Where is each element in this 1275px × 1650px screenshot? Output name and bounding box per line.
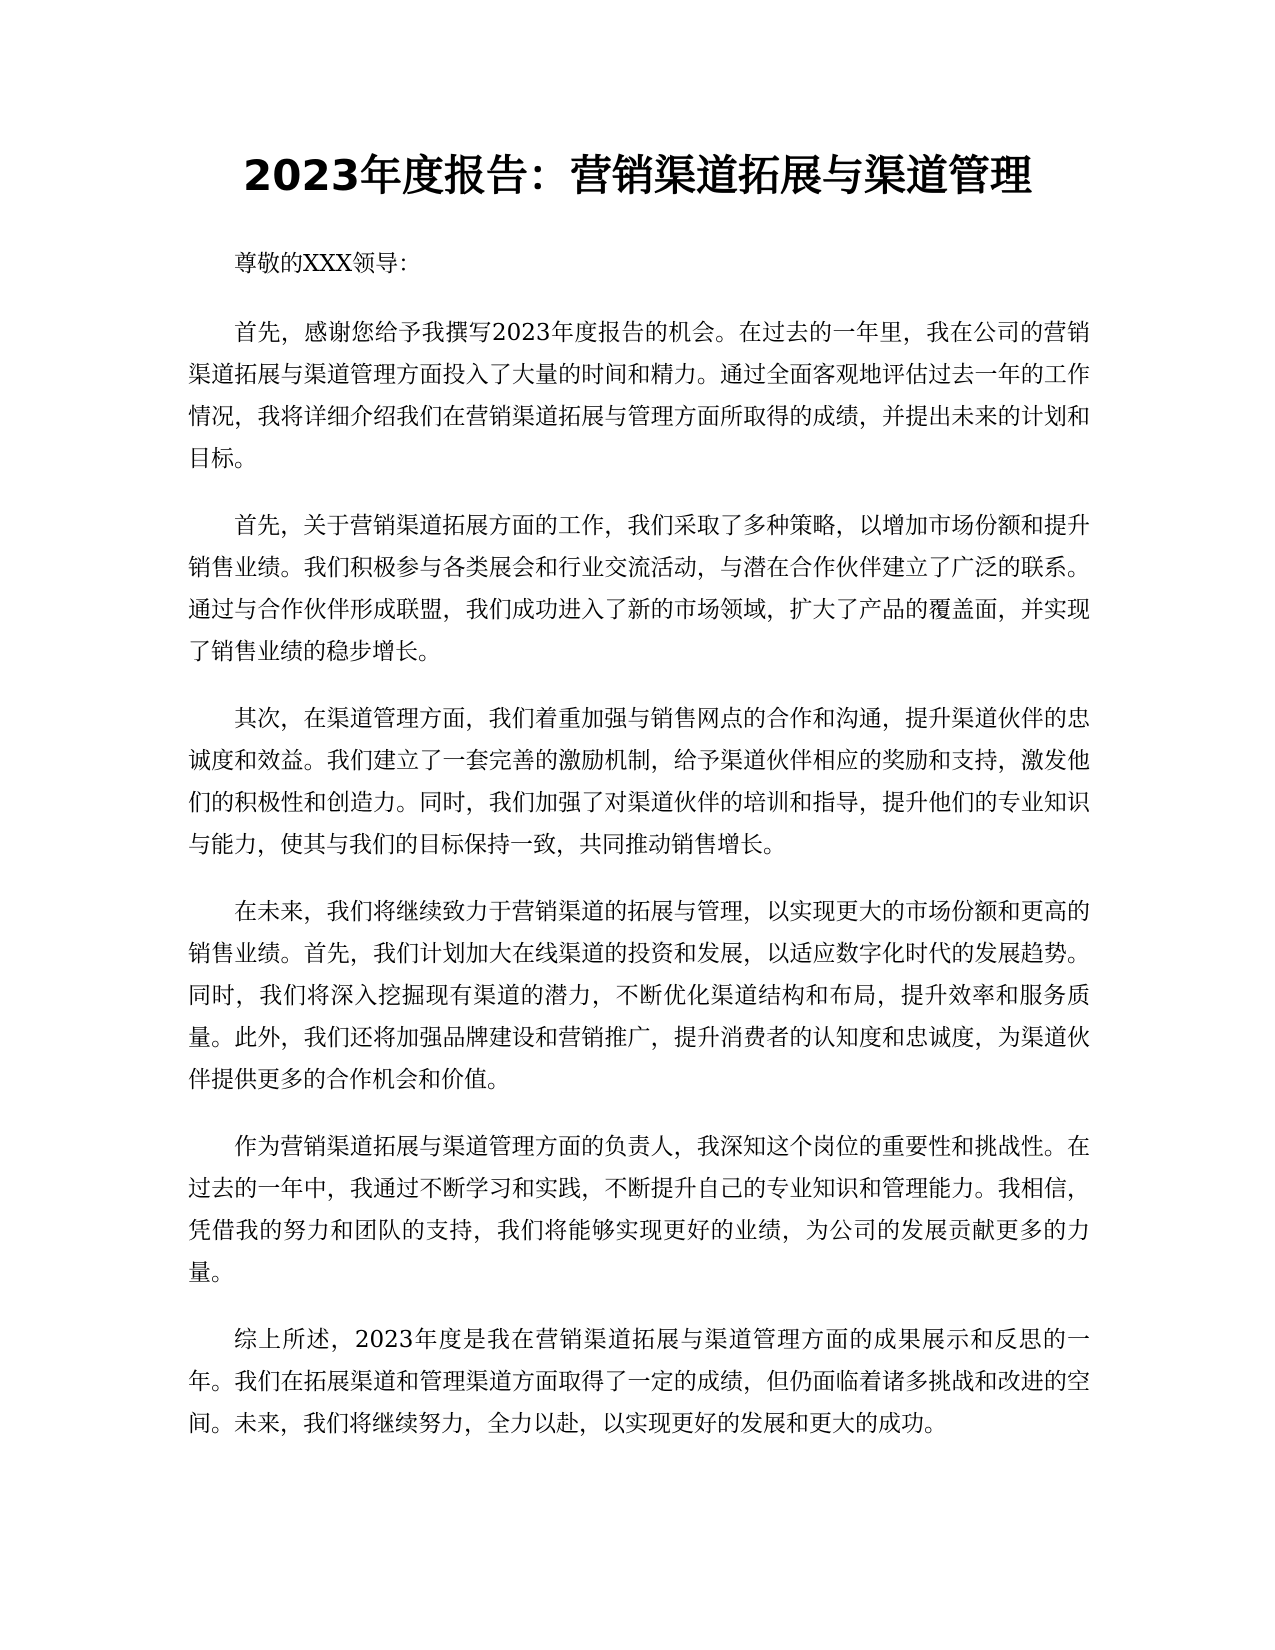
document-body: [188, 243, 1090, 1470]
salutation: 尊敬的XXX领导：: [234, 251, 422, 277]
paragraph-future-plans: 在未来，我们将继续致力于营销渠道的拓展与管理，以实现更大的市场份额和更高的销售业绩。首先，我们计划加大在线渠道的投资和发展，以适应数字化时代的发展趋势。同时，我们将深入挖掘现有渠道的潜力，不断优化渠道结构和布局，提升效率和服务质量。此外，我们还将加强品牌建设和营销推广，提升消费者的认知度和忠诚度，为渠道伙伴提供更多的合作机会和价值。: [188, 899, 1090, 1093]
paragraph-intro: 首先，感谢您给予我撰写2023年度报告的机会。在过去的一年里，我在公司的营销渠道拓展与渠道管理方面投入了大量的时间和精力。通过全面客观地评估过去一年的工作情况，我将详细介绍我们在营销渠道拓展与管理方面所取得的成绩，并提出未来的计划和目标。: [188, 320, 1090, 472]
paragraph-conclusion: 综上所述，2023年度是我在营销渠道拓展与渠道管理方面的成果展示和反思的一年。我们在拓展渠道和管理渠道方面取得了一定的成绩，但仍面临着诸多挑战和改进的空间。未来，我们将继续努力，全力以赴，以实现更好的发展和更大的成功。: [188, 1327, 1090, 1437]
paragraph-channel-expansion: 首先，关于营销渠道拓展方面的工作，我们采取了多种策略，以增加市场份额和提升销售业绩。我们积极参与各类展会和行业交流活动，与潜在合作伙伴建立了广泛的联系。通过与合作伙伴形成联盟，我们成功进入了新的市场领域，扩大了产品的覆盖面，并实现了销售业绩的稳步增长。: [188, 513, 1090, 665]
paragraph-responsibility: 作为营销渠道拓展与渠道管理方面的负责人，我深知这个岗位的重要性和挑战性。在过去的一年中，我通过不断学习和实践，不断提升自己的专业知识和管理能力。我相信，凭借我的努力和团队的支持，我们将能够实现更好的业绩，为公司的发展贡献更多的力量。: [188, 1134, 1090, 1286]
paragraph-channel-management: 其次，在渠道管理方面，我们着重加强与销售网点的合作和沟通，提升渠道伙伴的忠诚度和效益。我们建立了一套完善的激励机制，给予渠道伙伴相应的奖励和支持，激发他们的积极性和创造力。同时，我们加强了对渠道伙伴的培训和指导，提升他们的专业知识与能力，使其与我们的目标保持一致，共同推动销售增长。: [188, 706, 1090, 858]
document-title: 2023年度报告：营销渠道拓展与渠道管理: [243, 151, 1032, 200]
